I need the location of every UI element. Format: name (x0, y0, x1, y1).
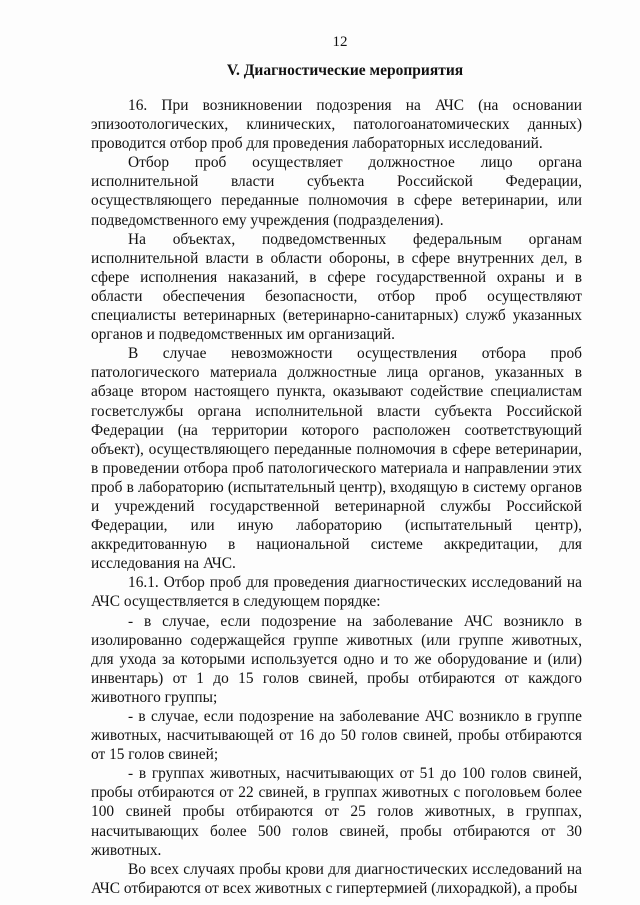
paragraph-16-1: 16.1. Отбор проб для проведения диагностических исследований на АЧС осуществляется в следующем порядке: (91, 574, 582, 611)
section-title: V. Диагностические мероприятия (226, 62, 464, 79)
page-number: 12 (332, 34, 348, 50)
paragraph-sampling-official: Отбор проб осуществляет должностное лицо органа исполнительной власти субъекта Российской Федерации, осуществляющего переданные полномочия в сфере ветеринарии, или подведомственного ему учреждения (подразделения). (91, 154, 582, 229)
list-item-1-15-heads: - в случае, если подозрение на заболевание АЧС возникло в изолированно содержащейся группе животных (или группе животных, для ухода за которыми используется одно и то же оборудование и (или) инвентарь) от 1 до 15 голов свиней, пробы отбираются от каждого животного группы; (91, 612, 582, 706)
paragraph-assistance: В случае невозможности осуществления отбора проб патологического материала должностные лица органов, указанных в абзаце втором настоящего пункта, оказывают содействие специалистам госветслужбы органа исполнительной власти субъекта Российской Федерации (на территории которого расположен соответствующий объект), осуществляющего переданные полномочия в сфере ветеринарии, в проведении отбора проб патологического материала и направлении этих проб в лабораторию (испытательный центр), входящую в систему органов и учреждений государственной ветеринарной службы Российской Федерации, или иную лабораторию (испытательный центр), аккредитованную в национальной системе аккредитации, для исследования на АЧС. (91, 345, 582, 573)
paragraph-blood-samples: Во всех случаях пробы крови для диагностических исследований на АЧС отбираются от всех животных с гипертермией (лихорадкой), а пробы (91, 860, 582, 897)
paragraph-federal-objects: На объектах, подведомственных федеральным органам исполнительной власти в области обороны, в сфере внутренних дел, в сфере исполнения наказаний, в сфере государственной охраны и в области обеспечения безопасности, отбор проб осуществляют специалисты ветеринарных (ветеринарно-санитарных) служб указанных органов и подведомственных им организаций. (91, 230, 582, 344)
list-item-51-100-heads: - в группах животных, насчитывающих от 51 до 100 голов свиней, пробы отбираются от 22 свиней, в группах животных с поголовьем более 100 свиней пробы отбираются от 25 голов животных, в группах, насчитывающих более 500 голов свиней, пробы отбираются от 30 животных. (91, 765, 582, 859)
paragraph-16: 16. При возникновении подозрения на АЧС (на основании эпизоотологических, клинических, патологоанатомических данных) проводится отбор проб для проведения лабораторных исследований. (91, 97, 582, 153)
document-body (91, 96, 582, 898)
list-item-16-50-heads: - в случае, если подозрение на заболевание АЧС возникло в группе животных, насчитывающей от 16 до 50 голов свиней, пробы отбираются от 15 голов свиней; (91, 708, 582, 764)
